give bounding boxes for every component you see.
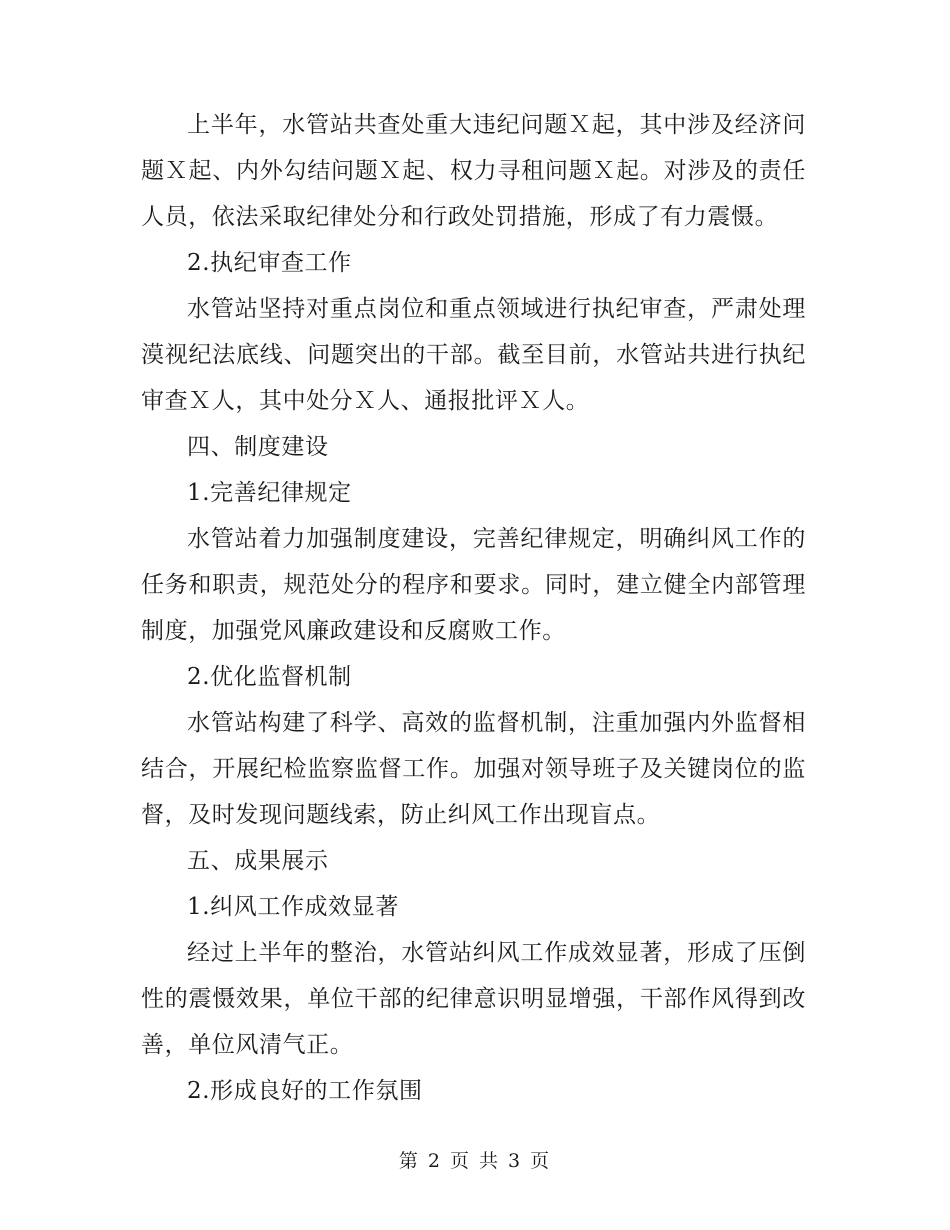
heading-good-atmosphere: 2.形成良好的工作氛围: [187, 1078, 423, 1104]
paragraph-optimize-supervision: 水管站构建了科学、高效的监督机制，注重加强内外监督相结合，开展纪检监察监督工作。加强对领导班子及关键岗位的监督，及时发现问题线索，防止纠风工作出现盲点。: [141, 710, 806, 828]
heading-results-effective: 1.纠风工作成效显著: [187, 894, 399, 920]
section-heading-system-building: 四、制度建设: [187, 434, 329, 460]
paragraph-results-effective: 经过上半年的整治，水管站纠风工作成效显著，形成了压倒性的震慑效果，单位干部的纪律意识明显增强，干部作风得到改善，单位风清气正。: [141, 940, 806, 1058]
document-body: [141, 102, 806, 1114]
heading-discipline-review: 2.执纪审查工作: [187, 250, 352, 276]
section-heading-results: 五、成果展示: [187, 848, 329, 874]
paragraph-violation-summary: 上半年，水管站共查处重大违纪问题Ｘ起，其中涉及经济问题Ｘ起、内外勾结问题Ｘ起、权力寻租问题Ｘ起。对涉及的责任人员，依法采取纪律处分和行政处罚措施，形成了有力震慑。: [141, 112, 806, 230]
paragraph-improve-rules: 水管站着力加强制度建设，完善纪律规定，明确纠风工作的任务和职责，规范处分的程序和要求。同时，建立健全内部管理制度，加强党风廉政建设和反腐败工作。: [141, 526, 806, 644]
paragraph-discipline-review: 水管站坚持对重点岗位和重点领域进行执纪审查，严肃处理漠视纪法底线、问题突出的干部。截至目前，水管站共进行执纪审查Ｘ人，其中处分Ｘ人、通报批评Ｘ人。: [141, 296, 806, 414]
page-number-footer: 第 2 页 共 3 页: [398, 1150, 552, 1172]
heading-optimize-supervision: 2.优化监督机制: [187, 664, 352, 690]
heading-improve-rules: 1.完善纪律规定: [187, 480, 352, 506]
